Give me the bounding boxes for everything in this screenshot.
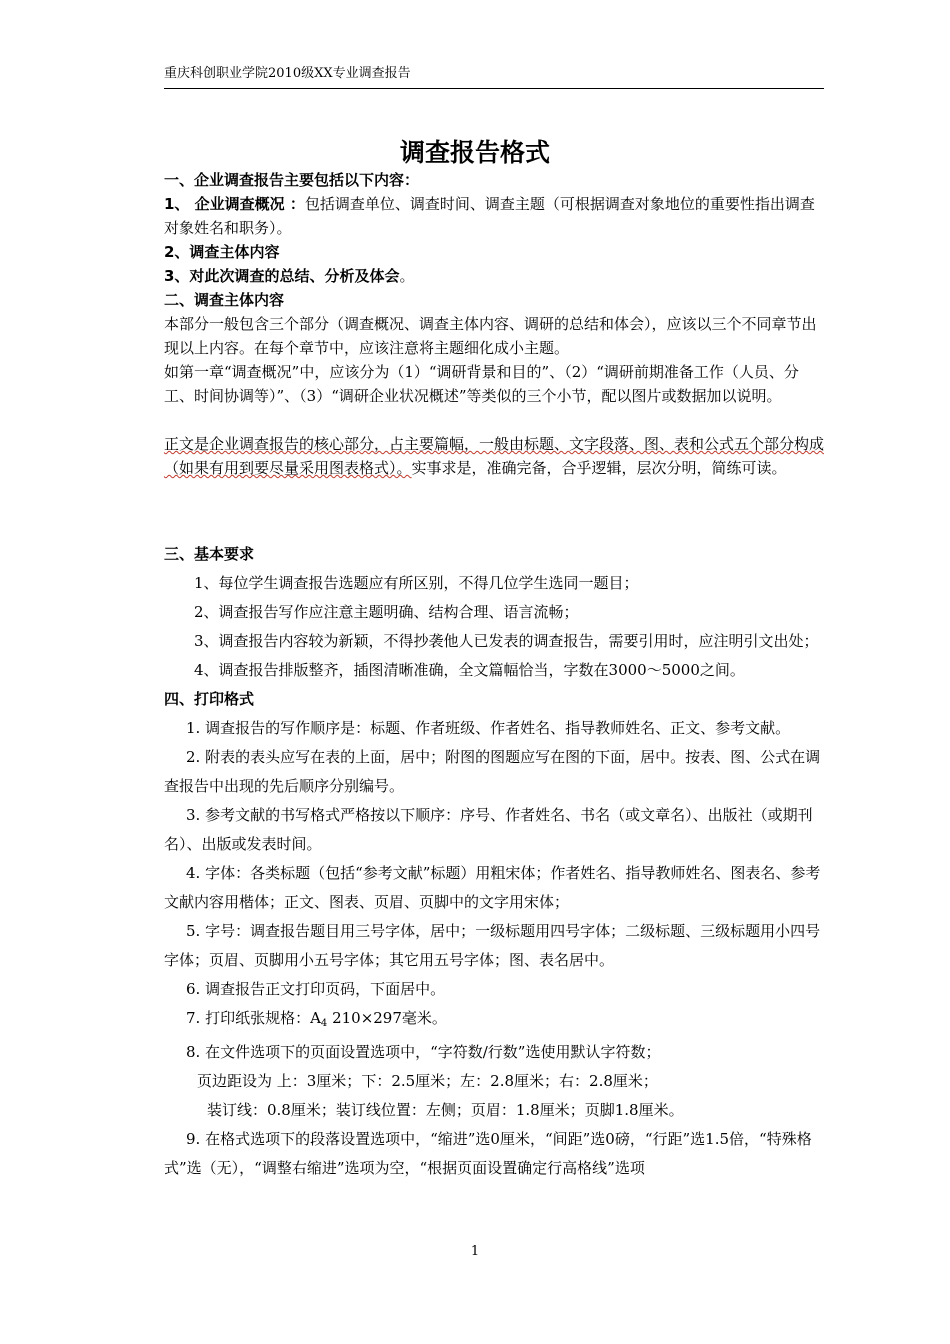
section-2-paragraph-1: 本部分一般包含三个部分（调查概况、调查主体内容、调研的总结和体会），应该以三个不同章节出现以上内容。在每个章节中，应该注意将主题细化成小主题。	[164, 315, 817, 357]
section-1-heading: 一、企业调查报告主要包括以下内容：	[164, 171, 420, 189]
requirement-1: 1、每位学生调查报告选题应有所区别，不得几位学生选同一题目；	[194, 574, 639, 592]
print-format-9: 9. 在格式选项下的段落设置选项中，“缩进”选0厘米，“间距”选0磅，“行距”选1.5倍，“特殊格式”选（无），“调整右缩进”选项为空，“根据页面设置确定行高格线”选项	[164, 1130, 812, 1177]
print-format-7	[164, 1004, 824, 1038]
print-format-2: 2. 附表的表头应写在表的上面，居中；附图的图题应写在图的下面，居中。按表、图、公式在调查报告中出现的先后顺序分别编号。	[164, 748, 821, 795]
section-3	[164, 540, 824, 1183]
underlined-text: 正文是企业调查报告的核心部分，占主要篇幅，一般由标题、文字段落、图、表和公式五个部分构成（如果有用到要尽量采用图表格式）。	[164, 435, 825, 477]
requirement-2: 2、调查报告写作应注意主题明确、结构合理、语言流畅；	[194, 603, 579, 621]
section-4-heading: 四、打印格式	[164, 690, 255, 708]
header-text: 重庆科创职业学院2010级XX专业调查报告	[164, 66, 411, 81]
section-2-heading: 二、调查主体内容	[164, 291, 285, 309]
document-title: 调查报告格式	[399, 138, 550, 167]
section-1-item-1	[164, 192, 824, 240]
section-1-item-3	[164, 264, 824, 288]
item-7-text: 7. 打印纸张规格：A	[186, 1009, 321, 1027]
blank-line	[164, 408, 824, 432]
item-3-text: 3、对此次调查的总结、分析及体会	[164, 267, 400, 285]
print-format-1: 1. 调查报告的写作顺序是：标题、作者班级、作者姓名、指导教师姓名、正文、参考文献。	[186, 719, 791, 737]
print-format-8-binding: 装订线：0.8厘米；装订线位置：左侧；页眉：1.8厘米；页脚1.8厘米。	[207, 1101, 684, 1119]
requirement-4: 4、调查报告排版整齐，插图清晰准确，全文篇幅恰当，字数在3000～5000之间。	[194, 661, 745, 679]
print-format-8: 8. 在文件选项下的页面设置选项中，“字符数/行数”选使用默认字符数；	[186, 1043, 661, 1061]
requirement-3: 3、调查报告内容较为新颖，不得抄袭他人已发表的调查报告，需要引用时，应注明引文出处；	[194, 632, 819, 650]
item-1-label: 1、 企业调查概况 ：	[164, 195, 305, 213]
section-1	[164, 168, 824, 480]
section-1-item-2: 2、调查主体内容	[164, 243, 280, 261]
page-number: 1	[470, 1244, 480, 1259]
section-3-heading: 三、基本要求	[164, 545, 255, 563]
print-format-6: 6. 调查报告正文打印页码，下面居中。	[186, 980, 446, 998]
paragraph-3-rest: 实事求是，准确完备，合乎逻辑，层次分明，简练可读。	[411, 459, 787, 477]
item-1-text: 包括调查单位、调查时间、调查主题（可根据调查对象地位的重要性指出调查对象姓名和职务）。	[164, 195, 815, 237]
print-format-3: 3. 参考文献的书写格式严格按以下顺序：序号、作者姓名、书名（或文章名）、出版社（或期刊名）、出版或发表时间。	[164, 806, 813, 853]
item-7-size: 210×297毫米。	[327, 1009, 447, 1027]
page-header	[164, 64, 824, 89]
print-format-5: 5. 字号：调查报告题目用三号字体，居中；一级标题用四号字体；二级标题、三级标题用小四号字体；页眉、页脚用小五号字体；其它用五号字体；图、表名居中。	[164, 922, 821, 969]
print-format-4: 4. 字体：各类标题（包括“参考文献”标题）用粗宋体；作者姓名、指导教师姓名、图表名、参考文献内容用楷体；正文、图表、页眉、页脚中的文字用宋体；	[164, 864, 821, 911]
print-format-8-margins: 页边距设为 上：3厘米；下：2.5厘米；左：2.8厘米；右：2.8厘米；	[197, 1072, 658, 1090]
section-2-paragraph-3	[164, 432, 824, 480]
section-2-paragraph-2: 如第一章“调查概况”中，应该分为（1）“调研背景和目的”、（2）“调研前期准备工作（人员、分工、时间协调等）”、（3）“调研企业状况概述”等类似的三个小节，配以图片或数据加以说明。	[164, 363, 799, 405]
item-3-end: 。	[399, 267, 415, 285]
item-7-subscript: 4	[320, 1018, 328, 1029]
